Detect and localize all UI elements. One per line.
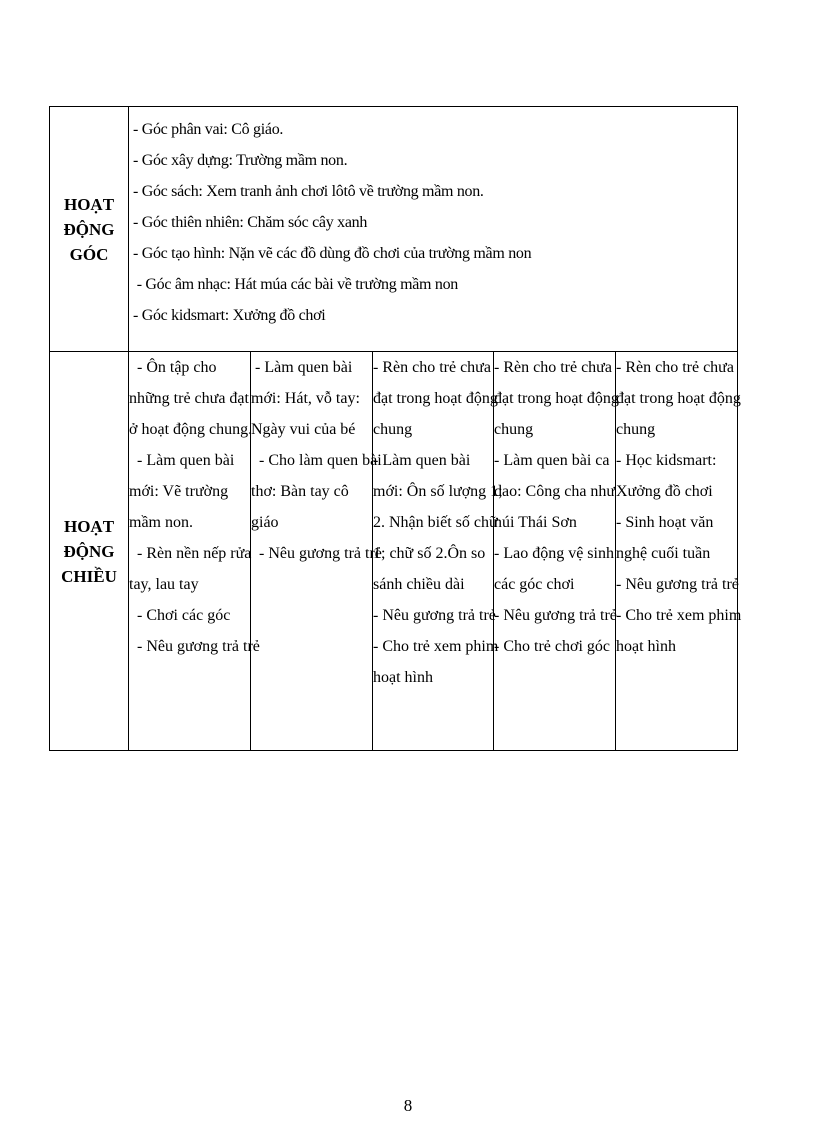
header-line: HOẠT	[63, 194, 115, 214]
list-item: - Góc âm nhạc: Hát múa các bài về trường mầm non	[133, 276, 458, 293]
list-item: - Làm quen bài	[373, 452, 471, 469]
header-line: ĐỘNG	[63, 219, 115, 239]
list-item: - Góc phân vai: Cô giáo.	[133, 121, 284, 138]
header-line: GÓC	[69, 244, 109, 264]
row-header-corner-activities	[50, 107, 129, 352]
list-item: - Nêu gương trả trẻ	[373, 607, 496, 624]
list-item: - Góc kidsmart: Xưởng đồ chơi	[133, 307, 326, 324]
list-item: - Góc thiên nhiên: Chăm sóc cây xanh	[133, 214, 368, 231]
list-item: mới: Hát, vỗ tay:	[251, 390, 360, 407]
list-item: Ngày vui của bé	[251, 421, 356, 438]
list-item: 2. Nhận biết số chữ	[373, 514, 498, 531]
list-item: chung	[373, 421, 413, 438]
list-item: đạt trong hoạt động	[373, 390, 498, 407]
list-item: - Nêu gương trả trẻ	[129, 638, 260, 655]
list-item: - Góc sách: Xem tranh ảnh chơi lôtô về trường mầm non.	[133, 183, 484, 200]
list-item: - Làm quen bài ca	[494, 452, 610, 469]
corner-activities-cell	[129, 107, 738, 352]
list-item: - Làm quen bài	[129, 452, 235, 469]
row-header-afternoon-activities	[50, 352, 129, 751]
list-item: - Rèn cho trẻ chưa	[494, 359, 612, 376]
list-item: sánh chiều dài	[373, 576, 465, 593]
list-item: - Làm quen bài	[251, 359, 353, 376]
list-item: - Ôn tập cho	[129, 359, 217, 376]
list-item: - Rèn cho trẻ chưa	[373, 359, 491, 376]
page-number: 8	[403, 1096, 413, 1115]
schedule-table	[49, 106, 742, 751]
list-item: - Nêu gương trả trẻ	[616, 576, 739, 593]
list-item: hoạt hình	[616, 638, 676, 655]
list-item: dao: Công cha như	[494, 483, 616, 500]
list-item: thơ: Bàn tay cô	[251, 483, 349, 500]
list-item: giáo	[251, 514, 279, 531]
list-item: - Lao động vệ sinh	[494, 545, 614, 562]
header-line: ĐỘNG	[63, 541, 115, 561]
list-item: mới: Ôn số lượng 1;	[373, 483, 503, 500]
list-item: nghệ cuối tuần	[616, 545, 711, 562]
list-item: - Nêu gương trả trẻ	[251, 545, 382, 562]
list-item: - Cho trẻ xem phim	[616, 607, 742, 624]
list-item: đạt trong hoạt động	[616, 390, 741, 407]
list-item: - Góc xây dựng: Trường mầm non.	[133, 152, 348, 169]
header-line: HOẠT	[63, 516, 115, 536]
list-item: - Học kidsmart:	[616, 452, 717, 469]
list-item: - Chơi các góc	[129, 607, 231, 624]
list-item: - Rèn cho trẻ chưa	[616, 359, 734, 376]
day-cell-1	[129, 352, 260, 751]
day-cell-5	[616, 352, 742, 751]
list-item: núi Thái Sơn	[494, 514, 577, 531]
list-item: tay, lau tay	[129, 576, 199, 593]
row-afternoon-activities	[50, 352, 738, 751]
list-item: - Sinh hoạt văn	[616, 514, 714, 531]
list-item: - Cho trẻ xem phim	[373, 638, 499, 655]
list-item: mới: Vẽ trường	[129, 483, 229, 500]
day-cell-2	[251, 352, 382, 751]
list-item: - Cho trẻ chơi góc	[494, 638, 610, 655]
list-item: đạt trong hoạt động	[494, 390, 619, 407]
list-item: chung	[494, 421, 534, 438]
list-item: Xưởng đồ chơi	[616, 483, 713, 500]
list-item: - Rèn nền nếp rửa	[129, 545, 252, 562]
day-cell-3	[373, 352, 503, 751]
list-item: - Cho làm quen bài	[251, 452, 382, 469]
list-item: - Nêu gương trả trẻ	[494, 607, 617, 624]
list-item: các góc chơi	[494, 576, 575, 593]
header-line: CHIỀU	[61, 566, 117, 586]
list-item: hoạt hình	[373, 669, 433, 686]
list-item: ở hoạt động chung.	[129, 421, 253, 438]
list-item: chung	[616, 421, 656, 438]
day-cell-4	[494, 352, 619, 751]
list-item: mầm non.	[129, 514, 193, 531]
list-item: những trẻ chưa đạt	[129, 390, 249, 407]
row-corner-activities	[50, 107, 738, 352]
list-item: - Góc tạo hình: Nặn vẽ các đồ dùng đồ chơi của trường mầm non	[133, 245, 532, 262]
list-item: 1; chữ số 2.Ôn so	[373, 545, 486, 562]
